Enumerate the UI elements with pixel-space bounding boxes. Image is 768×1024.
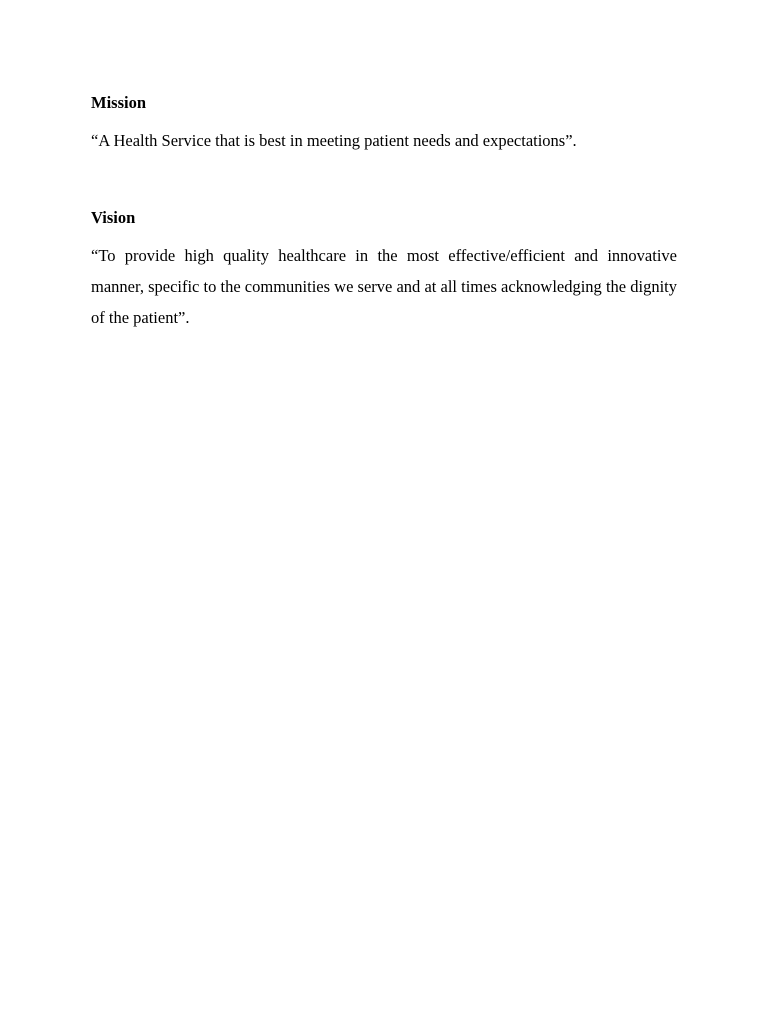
- document-body: [91, 92, 677, 333]
- vision-heading: Vision: [91, 208, 136, 227]
- mission-heading: Mission: [91, 93, 147, 112]
- vision-statement: “To provide high quality healthcare in the most effective/efficient and innovative manner, specific to the communities we serve and at all times acknowledging the dignity of the patient”.: [91, 246, 677, 327]
- mission-statement: “A Health Service that is best in meeting patient needs and expectations”.: [91, 131, 577, 150]
